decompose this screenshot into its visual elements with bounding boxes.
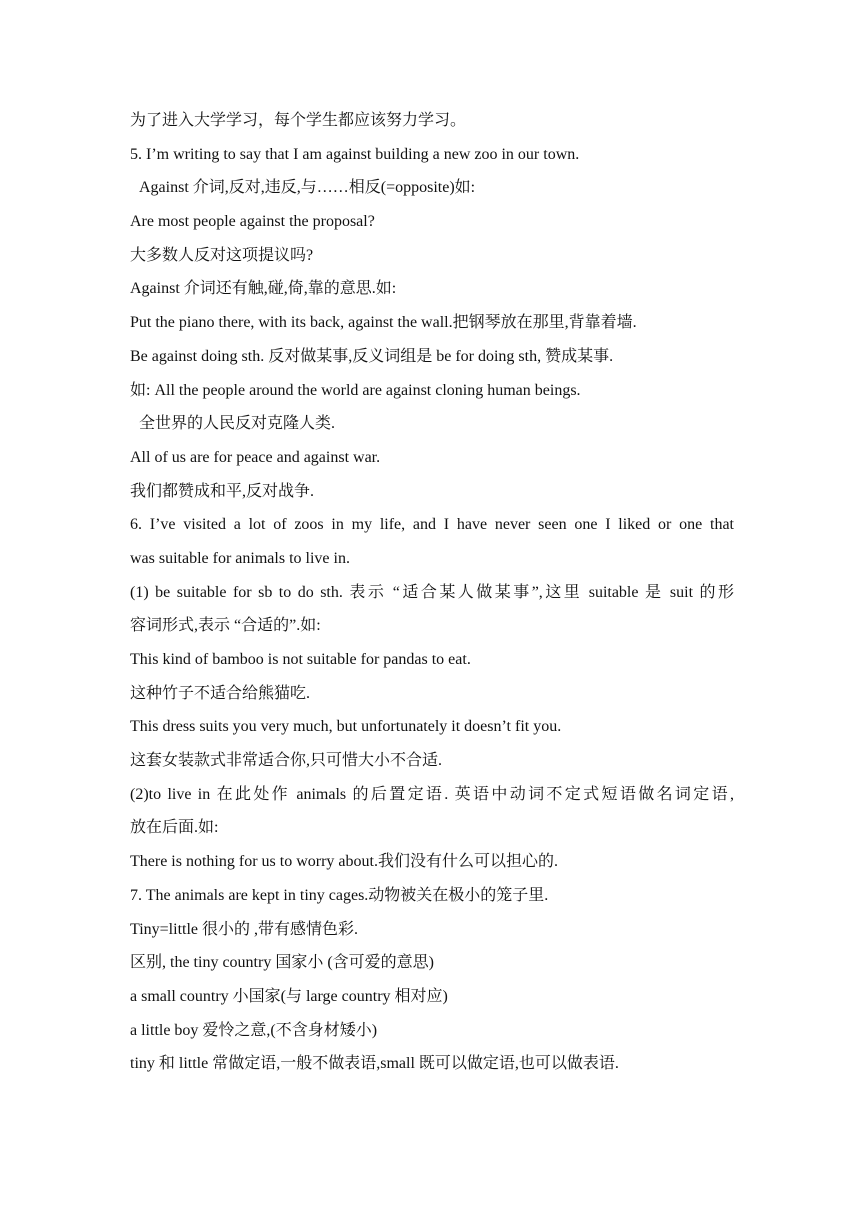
text-line: 如: All the people around the world are against cloning human beings. <box>130 381 581 399</box>
text-line: 7. The animals are kept in tiny cages.动物被关在极小的笼子里. <box>130 886 549 904</box>
text-line: Are most people against the proposal? <box>130 213 375 231</box>
text-line: 区别, the tiny country 国家小 (含可爱的意思) <box>130 954 434 972</box>
text-line: 容词形式,表示 “合适的”.如: <box>130 617 321 635</box>
text-line: 全世界的人民反对克隆人类. <box>139 415 336 433</box>
text-line: 为了进入大学学习，每个学生都应该努力学习。 <box>130 112 467 129</box>
text-line: a little boy 爱怜之意,(不含身材矮小) <box>130 1021 378 1039</box>
text-line: This dress suits you very much, but unfortunately it doesn’t fit you. <box>130 718 562 736</box>
text-line: Against 介词,反对,违反,与……相反(=opposite)如: <box>139 179 476 197</box>
text-line: This kind of bamboo is not suitable for pandas to eat. <box>130 651 471 668</box>
text-line: 放在后面.如: <box>130 819 219 837</box>
text-line: 这种竹子不适合给熊猫吃. <box>130 684 311 702</box>
text-line: (1) be suitable for sb to do sth. 表示 “适合某人做某事”,这里 suitable 是 suit 的形 <box>130 583 734 601</box>
text-line: a small country 小国家(与 large country 相对应) <box>130 987 448 1005</box>
text-line: All of us are for peace and against war. <box>130 448 381 466</box>
text-line: 大多数人反对这项提议吗? <box>130 246 314 264</box>
text-line: 5. I’m writing to say that I am against building a new zoo in our town. <box>130 145 580 163</box>
text-line: Tiny=little 很小的 ,带有感情色彩. <box>130 920 359 938</box>
text-line: 这套女装款式非常适合你,只可惜大小不合适. <box>130 752 443 770</box>
text-line: Against 介词还有触,碰,倚,靠的意思.如: <box>130 280 397 298</box>
text-line: was suitable for animals to live in. <box>130 549 350 567</box>
text-line: (2)to live in 在此处作 animals 的后置定语. 英语中动词不定式短语做名词定语, <box>130 785 734 803</box>
text-line: 我们都赞成和平,反对战争. <box>130 482 315 500</box>
text-line: 6. I’ve visited a lot of zoos in my life, and I have never seen one I liked or one that <box>130 516 734 534</box>
text-line: There is nothing for us to worry about.我们没有什么可以担心的. <box>130 853 558 871</box>
text-line: Be against doing sth. 反对做某事,反义词组是 be for doing sth, 赞成某事. <box>130 347 614 365</box>
text-line: Put the piano there, with its back, against the wall.把钢琴放在那里,背靠着墙. <box>130 314 637 332</box>
text-line: tiny 和 little 常做定语,一般不做表语,small 既可以做定语,也可以做表语. <box>130 1055 619 1073</box>
document-body <box>130 104 734 1081</box>
